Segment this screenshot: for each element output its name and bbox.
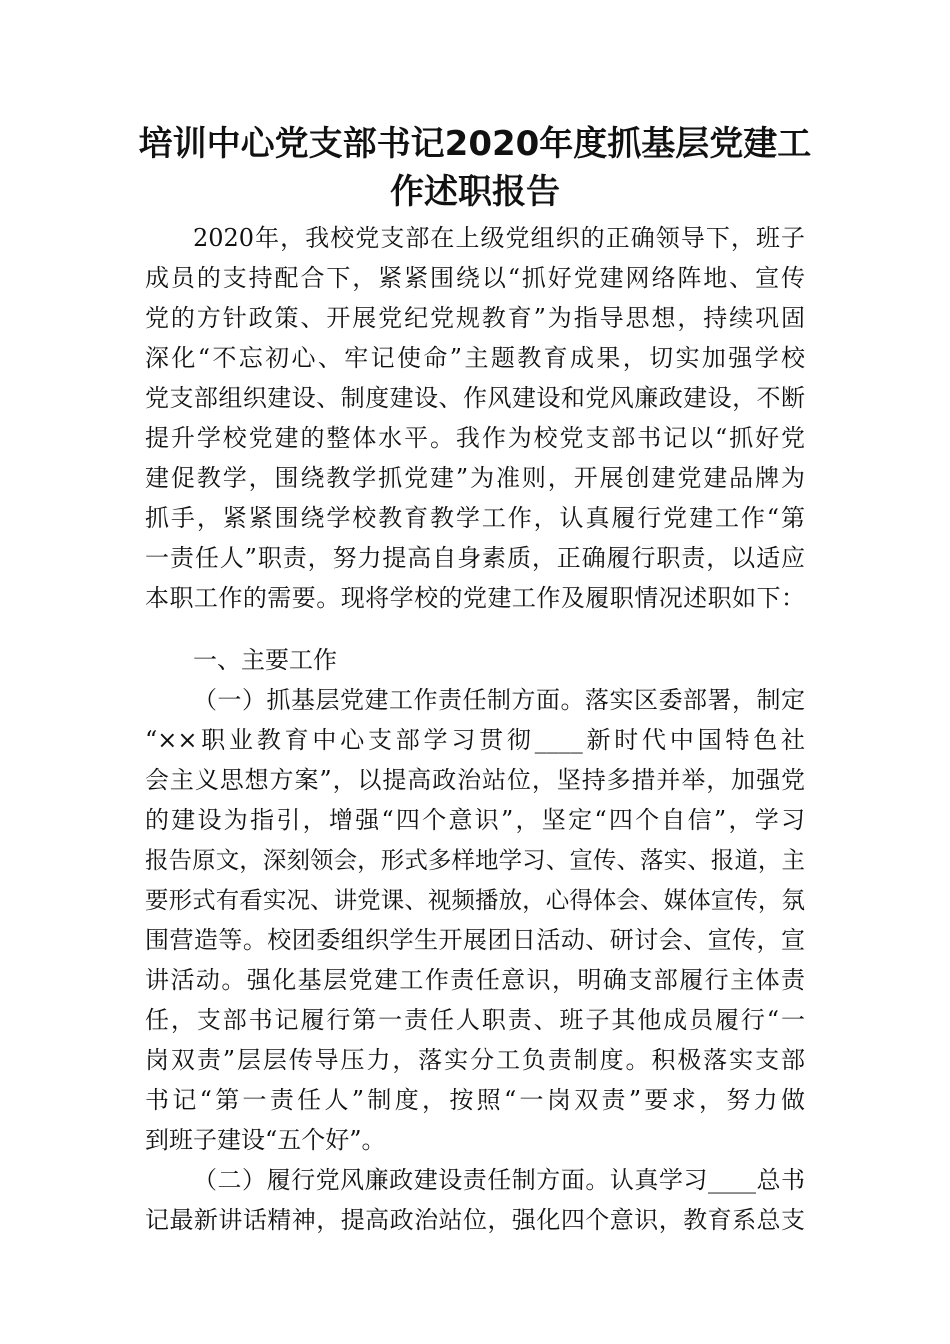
section-1-line: “××职业教育中心支部学习贯彻____新时代中国特色社: [145, 726, 805, 754]
intro-line: 成员的支持配合下，紧紧围绕以“抓好党建网络阵地、宣传: [145, 264, 805, 292]
section-2-line: （二）履行党风廉政建设责任制方面。认真学习____总书: [193, 1166, 805, 1194]
section-heading: 一、主要工作: [193, 646, 337, 674]
section-1-line: 的建设为指引，增强“四个意识”，坚定“四个自信”，学习: [145, 806, 805, 834]
intro-line: 建促教学，围绕教学抓党建”为准则，开展创建党建品牌为: [145, 464, 805, 492]
intro-line: 一责任人”职责，努力提高自身素质，正确履行职责，以适应: [145, 544, 805, 572]
section-1-line: 岗双责”层层传导压力，落实分工负责制度。积极落实支部: [145, 1046, 805, 1074]
section-1-line: 讲活动。强化基层党建工作责任意识，明确支部履行主体责: [145, 966, 805, 994]
intro-line: 本职工作的需要。现将学校的党建工作及履职情况述职如下：: [145, 584, 805, 612]
section-1-line: 书记“第一责任人”制度，按照“一岗双责”要求，努力做: [145, 1086, 805, 1114]
document-title-line-1: 培训中心党支部书记2020年度抓基层党建工: [138, 124, 812, 164]
intro-line: 提升学校党建的整体水平。我作为校党支部书记以“抓好党: [145, 424, 805, 452]
document-title-line-2: 作述职报告: [390, 172, 560, 212]
intro-line: 抓手，紧紧围绕学校教育教学工作，认真履行党建工作“第: [145, 504, 805, 532]
intro-line: 深化“不忘初心、牢记使命”主题教育成果，切实加强学校: [145, 344, 805, 372]
section-1-line: 报告原文，深刻领会，形式多样地学习、宣传、落实、报道，主: [145, 846, 805, 874]
section-1-line: 任，支部书记履行第一责任人职责、班子其他成员履行“一: [145, 1006, 805, 1034]
section-2-line: 记最新讲话精神，提高政治站位，强化四个意识，教育系总支: [145, 1206, 805, 1234]
intro-line: 党支部组织建设、制度建设、作风建设和党风廉政建设，不断: [145, 384, 805, 412]
section-1-line: 要形式有看实况、讲党课、视频播放，心得体会、媒体宣传，氛: [145, 886, 805, 914]
section-1-line: 围营造等。校团委组织学生开展团日活动、研讨会、宣传，宣: [145, 926, 805, 954]
section-1-line: 会主义思想方案”，以提高政治站位，坚持多措并举，加强党: [145, 766, 805, 794]
intro-line: 2020年，我校党支部在上级党组织的正确领导下，班子: [193, 224, 805, 252]
section-1-line: （一）抓基层党建工作责任制方面。落实区委部署，制定: [193, 686, 805, 714]
intro-line: 党的方针政策、开展党纪党规教育”为指导思想，持续巩固: [145, 304, 805, 332]
section-1-line: 到班子建设“五个好”。: [145, 1126, 386, 1154]
